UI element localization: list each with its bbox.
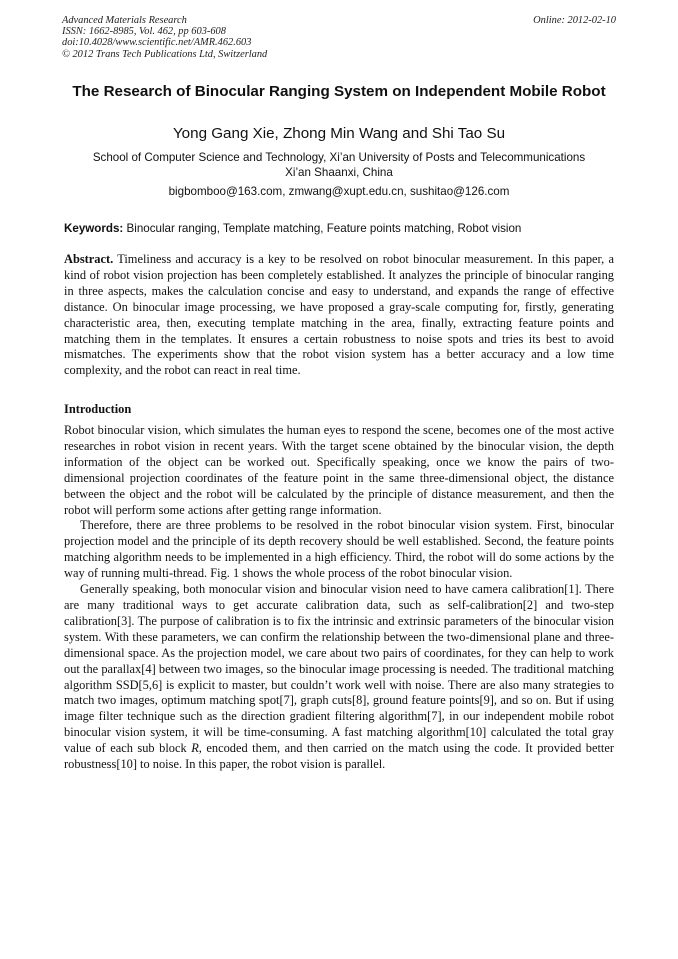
author-list: Yong Gang Xie, Zhong Min Wang and Shi Tao Su	[172, 125, 506, 142]
author-emails: bigbomboo@163.com, zmwang@xupt.edu.cn, sushitao@126.com	[168, 185, 510, 198]
keywords-label: Keywords:	[64, 222, 124, 235]
issn-line: ISSN: 1662-8985, Vol. 462, pp 603-608	[62, 26, 226, 38]
introduction-section	[64, 423, 614, 773]
journal-header	[62, 15, 616, 60]
affiliation-line-1: School of Computer Science and Technology, Xi’an University of Posts and Telecommunications	[92, 151, 586, 164]
abstract-text: Timeliness and accuracy is a key to be resolved on robot binocular measurement. In this paper, a kind of robot vision projection has been completely established. It analyzes the principle of binocular ranging in three aspects, makes the calculation concise and easy to understand, and expands the range of effective distance. On binocular image processing, we have proposed a gray-scale computing for, firstly, generating characteristic area, then, executing template matching in the area, finally, extracting feature points and matching them in the templates. It ensures a certain robustness to noise spots and tries its best to avoid mismatches. The experiments show that the robot vision system has a better accuracy and a low time complexity, and the robot can react in real time.	[64, 252, 615, 378]
affiliation	[62, 150, 616, 180]
intro-p3-text-before: Generally speaking, both monocular vision and binocular vision need to have camera calibration[1]. There are many traditional ways to get accurate calibration data, such as self-calibration[2] and two-step calibration[3]. The purpose of calibration is to fix the intrinsic and extrinsic parameters of the binocular vision system. With these parameters, we can confirm the relationship between the two-dimensional plane and three-dimensional space. As the projection model, we care about two pairs of coordinates, for they can help to work out the parallax[4] between two images, so the binocular image processing is needed. The traditional matching algorithm SSD[5,6] is explicit to master, but couldn’t work well with noise. There are also many strategies to match two images, optimum matching spot[7], graph cuts[8], ground feature points[9], and so on. But if using image filter technique such as the direction gradient filtering algorithm[7], in our independent mobile robot binocular vision system, it will be time-consuming. A fast matching algorithm[10] calculated the total gray value of each sub block	[64, 582, 614, 756]
abstract-label: Abstract.	[64, 252, 114, 266]
intro-paragraph-2: Therefore, there are three problems to be resolved in the robot binocular vision system. First, binocular projection model and the principle of its depth recovery should be well established. Second, the feature points matching algorithm needs to be implemented in a high efficiency. Third, the robot will do some actions by the way of running multi-thread. Fig. 1 shows the whole process of the robot binocular vision.	[64, 518, 614, 581]
intro-paragraph-3	[64, 582, 614, 773]
doi-line: doi:10.4028/www.scientific.net/AMR.462.603	[62, 37, 252, 49]
math-symbol-r: R	[191, 741, 199, 756]
keywords-text: Binocular ranging, Template matching, Feature points matching, Robot vision	[126, 222, 522, 235]
journal-name: Advanced Materials Research	[62, 15, 187, 26]
affiliation-line-2: Xi’an Shaanxi, China	[285, 166, 393, 179]
online-date: Online: 2012-02-10	[533, 15, 616, 26]
abstract	[64, 252, 614, 379]
paper-title: The Research of Binocular Ranging System on Independent Mobile Robot	[72, 83, 606, 100]
intro-p3-text-after: , encoded them, and then carried on the match using the code. It provided better robustness[10] to noise. In this paper, the robot vision is parallel.	[64, 741, 614, 772]
copyright-line: © 2012 Trans Tech Publications Ltd, Switzerland	[62, 48, 268, 60]
intro-paragraph-1: Robot binocular vision, which simulates the human eyes to respond the scene, becomes one of the most active researches in robot vision in recent years. With the target scene obtained by the binocular vision, the depth information of the object can be worked out. Specifically speaking, once we know the pairs of two-dimensional projection coordinates of the feature point in the same three-dimensional object, the distance between the object and the robot will be calculated by the principle of distance measurement, and then the robot will perform some actions after getting range information.	[64, 423, 614, 517]
keywords-line	[64, 221, 616, 236]
section-heading-introduction: Introduction	[64, 402, 132, 416]
abstract-paragraph	[64, 252, 614, 379]
